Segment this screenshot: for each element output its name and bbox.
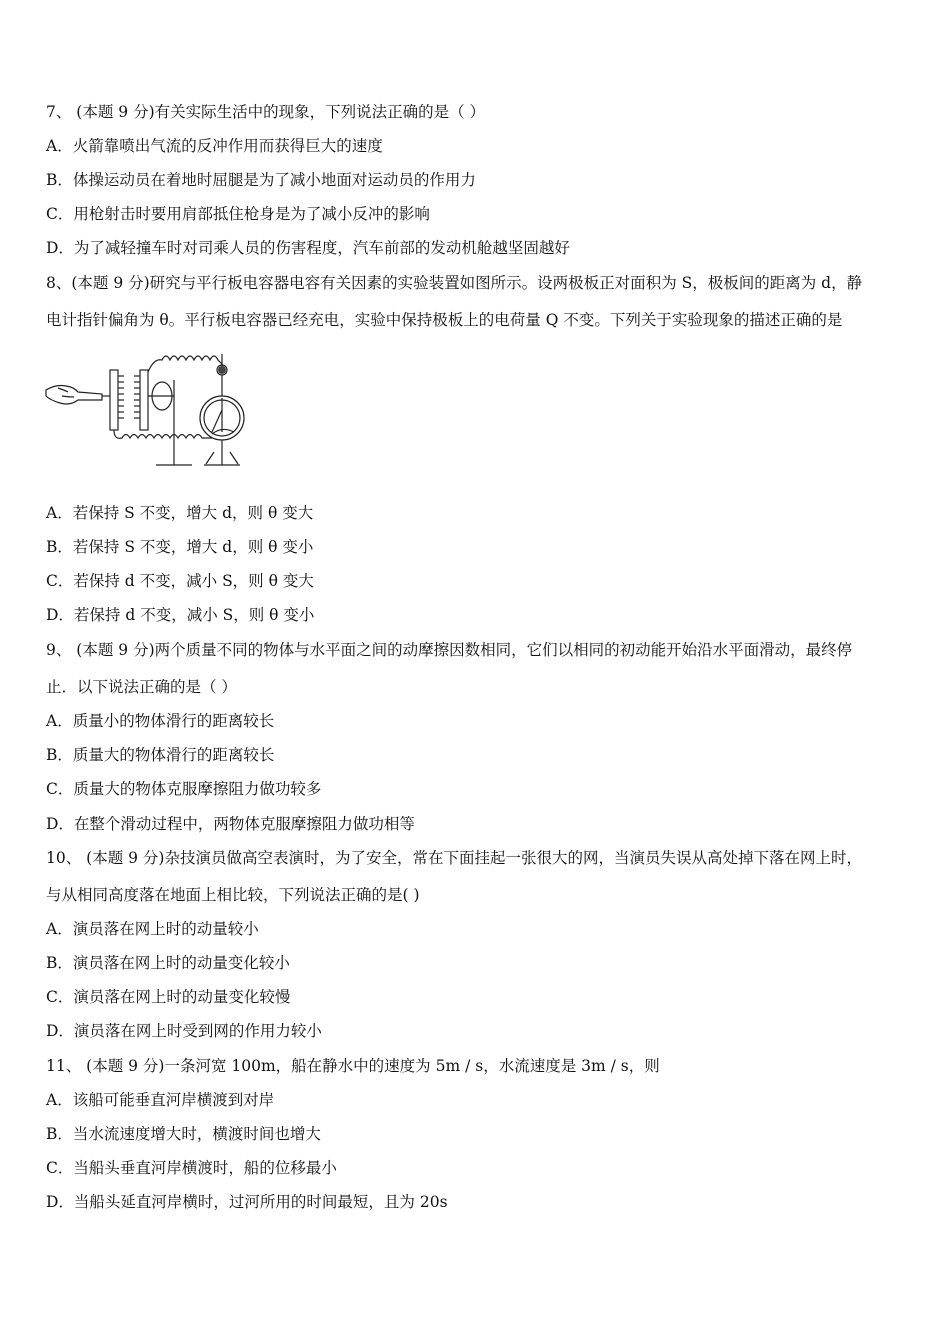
capacitor-electrometer-figure <box>44 340 259 475</box>
question-text: (本题 9 分)两个质量不同的物体与水平面之间的动摩擦因数相同，它们以相同的初动能开始沿水平面滑动，最终停 <box>71 641 853 659</box>
question-number: 11、 <box>46 1057 82 1075</box>
question-10-option-a: A．演员落在网上时的动量较小 <box>46 920 259 938</box>
question-8-option-c: C．若保持 d 不变，减小 S，则 θ 变大 <box>46 572 314 590</box>
question-7-stem <box>46 102 485 122</box>
question-9-option-d: D．在整个滑动过程中，两物体克服摩擦阻力做功相等 <box>46 815 415 833</box>
question-7-option-d: D．为了减轻撞车时对司乘人员的伤害程度，汽车前部的发动机舱越坚固越好 <box>46 239 570 257</box>
question-11-option-c: C．当船头垂直河岸横渡时，船的位移最小 <box>46 1159 337 1177</box>
question-8-option-a: A．若保持 S 不变，增大 d，则 θ 变大 <box>46 504 314 522</box>
question-9-stem <box>46 640 852 660</box>
question-text: (本题 9 分)有关实际生活中的现象，下列说法正确的是（ ） <box>71 103 486 121</box>
question-11-option-b: B．当水流速度增大时，横渡时间也增大 <box>46 1125 321 1143</box>
question-11-option-d: D．当船头延直河岸横时，过河所用的时间最短，且为 20s <box>46 1193 448 1211</box>
question-9-option-c: C．质量大的物体克服摩擦阻力做功较多 <box>46 780 322 798</box>
question-text: (本题 9 分)一条河宽 100m，船在静水中的速度为 5m / s，水流速度是 3m / s，则 <box>81 1057 660 1075</box>
question-7-option-a: A．火箭靠喷出气流的反冲作用而获得巨大的速度 <box>46 137 383 155</box>
question-number: 7、 <box>46 103 72 121</box>
question-text: (本题 9 分)研究与平行板电容器电容有关因素的实验装置如图所示。设两极板正对面积为 S，极板间的距离为 d，静 <box>71 274 863 292</box>
question-10-stem <box>46 848 862 868</box>
question-11-stem <box>46 1056 660 1076</box>
question-8-option-b: B．若保持 S 不变，增大 d，则 θ 变小 <box>46 538 314 556</box>
question-7-option-b: B．体操运动员在着地时屈腿是为了减小地面对运动员的作用力 <box>46 171 476 189</box>
question-10-option-b: B．演员落在网上时的动量变化较小 <box>46 954 290 972</box>
question-number: 8、 <box>46 274 72 292</box>
question-11-option-a: A．该船可能垂直河岸横渡到对岸 <box>46 1091 275 1109</box>
question-9-option-b: B．质量大的物体滑行的距离较长 <box>46 746 275 764</box>
question-10-stem-continued: 与从相同高度落在地面上相比较，下列说法正确的是( ) <box>46 886 420 904</box>
question-8-option-d: D．若保持 d 不变，减小 S，则 θ 变小 <box>46 606 315 624</box>
question-number: 10、 <box>46 849 82 867</box>
question-8-stem-continued: 电计指针偏角为 θ。平行板电容器已经充电，实验中保持极板上的电荷量 Q 不变。下列关于实验现象的描述正确的是 <box>46 311 843 329</box>
question-9-option-a: A．质量小的物体滑行的距离较长 <box>46 712 275 730</box>
question-number: 9、 <box>46 641 72 659</box>
question-9-stem-continued: 止．以下说法正确的是（ ） <box>46 678 237 696</box>
question-10-option-d: D．演员落在网上时受到网的作用力较小 <box>46 1022 322 1040</box>
question-10-option-c: C．演员落在网上时的动量变化较慢 <box>46 988 291 1006</box>
question-8-stem <box>46 273 862 293</box>
question-7-option-c: C．用枪射击时要用肩部抵住枪身是为了减小反冲的影响 <box>46 205 430 223</box>
question-text: (本题 9 分)杂技演员做高空表演时，为了安全，常在下面挂起一张很大的网，当演员失误从高处掉下落在网上时， <box>81 849 862 867</box>
